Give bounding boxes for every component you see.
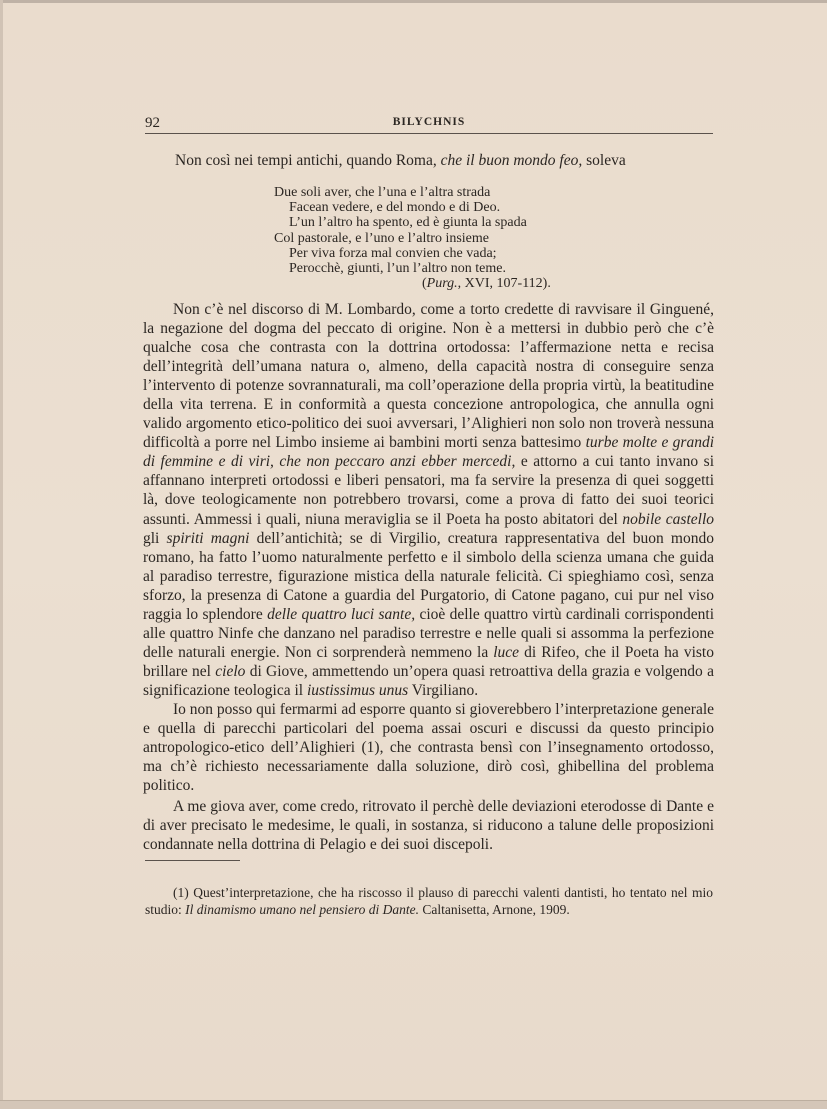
footnote-italic-title: Il dinamismo umano nel pensiero di Dante. — [185, 902, 419, 917]
footnote-text: (1) Quest’interpretazione, che ha riscosso il plauso di parecchi valenti dantisti, ho tentato nel mio studio: — [145, 885, 713, 917]
italic-run: nobile castello — [622, 510, 715, 528]
verse-line: Per viva forza mal convien che vada; — [289, 245, 497, 261]
text-run: gli — [143, 529, 167, 547]
body-text — [143, 300, 714, 854]
italic-run: spiriti magni — [166, 529, 250, 547]
verse-quotation — [270, 185, 551, 291]
paragraph-2: Io non posso qui fermarmi ad esporre quanto si gioverebbero l’interpretazione generale e quella di parecchi particolari del poema assai oscuri e discussi da questo principio antropologico-etico dell’Alighieri (1), che contrasta bensì con l’insegnamento ortodosso, ma ch’è richiesto necessariamente dalla soluzione, dirò così, ghibellina del problema politico. — [143, 700, 715, 795]
footnote-rule — [145, 860, 240, 861]
running-head: BILYCHNIS — [392, 116, 466, 128]
intro-italic: che il buon mondo feo, — [440, 152, 583, 169]
footnote-text-end: Caltanisetta, Arnone, 1909. — [419, 902, 570, 917]
text-run: e attorno a cui tanto invano si affannano interpreti ortodossi e liberi pensatori, ma fa servire la presenza di quei soggetti là, dove teologicamente non potrebbero trovarsi, come a prova di fatto dei suoi teorici assunti. Ammessi i quali, niuna meraviglia se il Poeta ha posto abitatori del — [143, 453, 714, 528]
page-top-edge — [0, 0, 827, 3]
verse-line: Due soli aver, che l’una e l’altra strada — [274, 185, 491, 200]
intro-text: Non così nei tempi antichi, quando Roma, — [175, 152, 441, 169]
verse-line: Col pastorale, e l’uno e l’altro insieme — [274, 230, 489, 246]
verse-citation: (Purg., XVI, 107-112). — [422, 276, 551, 292]
text-run: di Giove, ammettendo un’opera quasi retroattiva della grazia e volgendo a significazione teologica il — [143, 662, 714, 699]
citation-title: Purg. — [426, 276, 458, 292]
italic-run: iustissimus unus — [306, 681, 409, 699]
text-run: Virgiliano. — [408, 681, 479, 699]
italic-run: delle quattro luci sante, — [267, 605, 416, 623]
footnote — [145, 884, 713, 918]
verse-line: Perocchè, giunti, l’un l’altro non teme. — [289, 261, 506, 277]
page-bottom-edge — [0, 1100, 827, 1109]
italic-run: turbe molte e grandi di femmine e di viri, che non peccaro anzi ebber mercedi, — [143, 434, 715, 471]
page-header — [145, 115, 713, 135]
italic-run: luce — [493, 643, 520, 661]
header-rule — [145, 133, 713, 134]
italic-run: cielo — [215, 662, 246, 680]
page-left-edge — [0, 0, 3, 1109]
text-run: di Rifeo, che il Poeta ha visto brillare nel — [143, 643, 714, 680]
paragraph-1 — [143, 300, 714, 700]
page-number: 92 — [145, 115, 160, 131]
verse-line: L’un l’altro ha spento, ed è giunta la spada — [289, 215, 527, 231]
intro-text-end: soleva — [582, 152, 626, 169]
citation-reference: , XVI, 107-112). — [457, 276, 551, 292]
text-run: cioè delle quattro virtù cardinali corrispondenti alle quattro Ninfe che danzano nel paradiso terrestre e nelle quali si assomma la perfezione delle naturali energie. Non ci sorprenderà nemmeno la — [143, 605, 715, 661]
verse-line: Facean vedere, e del mondo e di Deo. — [289, 200, 501, 216]
text-run: Non c’è nel discorso di M. Lombardo, come a torto credette di ravvisare il Ginguené, la negazione del dogma del peccato di origine. Non è a mettersi in dubbio però che c’è qualche cosa che contrasta con la dottrina ortodossa: l’affermazione netta e recisa dell’integrità dell’umana natura o, almeno, della capacità nostra di conseguire senza l’intervento di potenze sovrannaturali, ma coll’operazione della propria virtù, la beatitudine della vita terrena. E in conformità a questa concezione antropologica, che annulla ogni valido argomento etico-politico dei suoi avversari, l’Alighieri non solo non troverà nessuna difficoltà a porre nel Limbo insieme ai bambini morti senza battesimo — [143, 301, 714, 452]
text-run: dell’antichità; se di Virgilio, creatura rappresentativa del buon mondo romano, ha fatto l’uomo naturalmente perfetto e il simbolo della scienza umana che guida al paradiso terrestre, figurazione mistica della naturale felicità. Ci spieghiamo così, senza sforzo, la presenza di Catone a guardia del Purgatorio, di Catone pagano, cui pur nel viso raggia lo splendore — [143, 529, 714, 623]
paragraph-3: A me giova aver, come credo, ritrovato il perchè delle deviazioni eterodosse di Dante e di aver precisato le medesime, le quali, in sostanza, si riducono a talune delle proposizioni condannate nella dottrina di Pelagio e dei suoi discepoli. — [143, 798, 714, 854]
intro-line — [175, 152, 695, 170]
